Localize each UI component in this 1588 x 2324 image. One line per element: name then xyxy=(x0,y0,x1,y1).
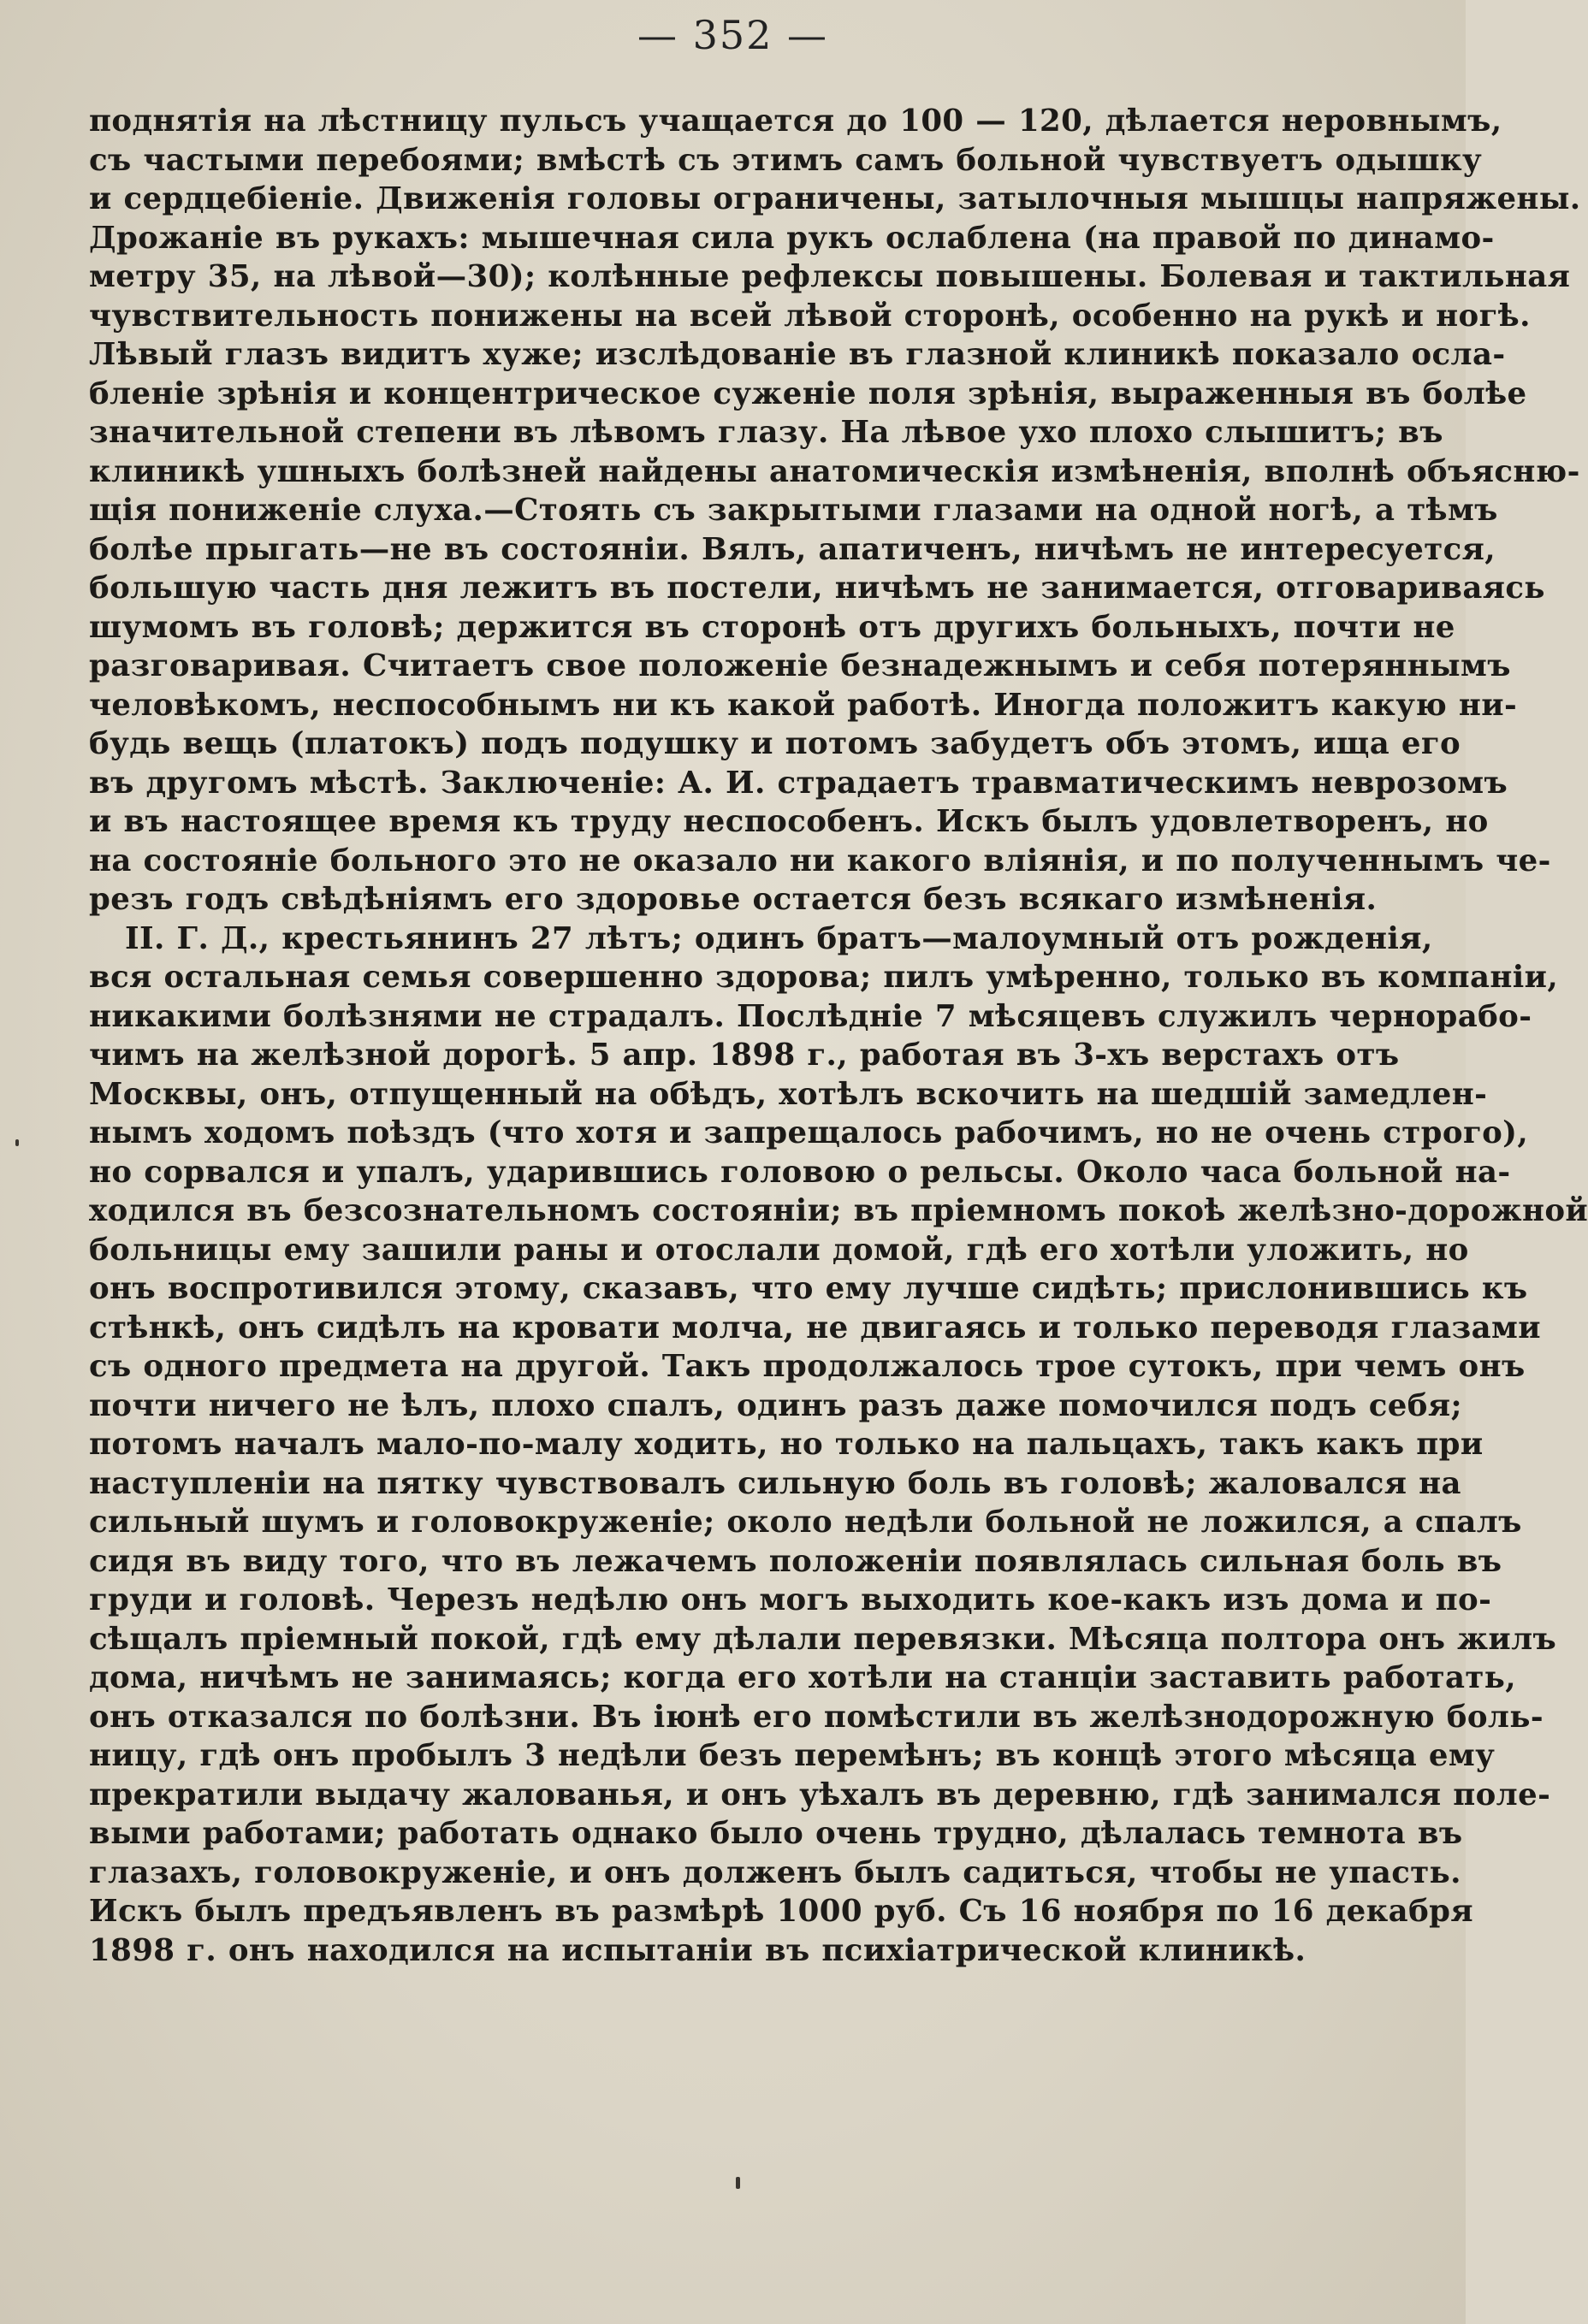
text-line: дома, ничѣмъ не занимаясь; когда его хотѣли на станціи заставить работать, xyxy=(89,1660,1517,1695)
text-line: почти ничего не ѣлъ, плохо спалъ, одинъ разъ даже помочился подъ себя; xyxy=(89,1387,1462,1423)
text-line: метру 35, на лѣвой—30); колѣнные рефлексы повышены. Болевая и тактильная xyxy=(89,259,1571,294)
text-line: онъ отказался по болѣзни. Въ іюнѣ его помѣстили въ желѣзнодорожную боль- xyxy=(89,1699,1544,1735)
text-line: 1898 г. онъ находился на испытаніи въ психіатрической клиникѣ. xyxy=(89,1932,1307,1968)
text-line: онъ воспротивился этому, сказавъ, что ему лучше сидѣть; прислонившись къ xyxy=(89,1271,1528,1306)
text-line: съ одного предмета на другой. Такъ продолжалось трое сутокъ, при чемъ онъ xyxy=(89,1349,1526,1384)
text-line: и сердцебіеніе. Движенія головы ограничены, затылочныя мышцы напряжены. xyxy=(89,181,1581,216)
text-line: Лѣвый глазъ видитъ хуже; изслѣдованіе въ глазной клиникѣ показало осла- xyxy=(89,337,1506,372)
text-line: щія пониженіе слуха.—Стоять съ закрытыми глазами на одной ногѣ, а тѣмъ xyxy=(89,493,1498,528)
text-line: прекратили выдачу жалованья, и онъ уѣхалъ въ деревню, гдѣ занимался поле- xyxy=(89,1777,1551,1812)
text-line: ницу, гдѣ онъ пробылъ 3 недѣли безъ перемѣнъ; въ концѣ этого мѣсяца ему xyxy=(89,1738,1496,1773)
text-line: человѣкомъ, неспособнымъ ни къ какой работѣ. Иногда положитъ какую ни- xyxy=(89,687,1518,723)
text-line: большую часть дня лежитъ въ постели, ничѣмъ не занимается, отговариваясь xyxy=(89,571,1545,606)
text-line: чувствительность понижены на всей лѣвой сторонѣ, особенно на рукѣ и ногѣ. xyxy=(89,298,1531,334)
text-line: на состояніе больного это не оказало ни какого вліянія, и по полученнымъ че- xyxy=(89,843,1551,878)
text-line: чимъ на желѣзной дорогѣ. 5 апр. 1898 г., работая въ 3-хъ верстахъ отъ xyxy=(89,1038,1400,1073)
text-line: Искъ былъ предъявленъ въ размѣрѣ 1000 руб. Съ 16 ноября по 16 декабря xyxy=(89,1894,1473,1929)
text-line: стѣнкѣ, онъ сидѣлъ на кровати молча, не двигаясь и только переводя глазами xyxy=(89,1310,1541,1345)
text-line: болѣе прыгать—не въ состояніи. Вялъ, апатиченъ, ничѣмъ не интересуется, xyxy=(89,531,1496,567)
text-line: потомъ началъ мало-по-малу ходить, но только на пальцахъ, такъ какъ при xyxy=(89,1427,1484,1462)
text-line: съ частыми перебоями; вмѣстѣ съ этимъ самъ больной чувствуетъ одышку xyxy=(89,142,1483,178)
text-line: больницы ему зашили раны и отослали домой, гдѣ его хотѣли уложить, но xyxy=(89,1232,1469,1268)
text-line: резъ годъ свѣдѣніямъ его здоровье остается безъ всякаго измѣненія. xyxy=(89,882,1378,917)
text-line: но сорвался и упалъ, ударившись головою о рельсы. Около часа больной на- xyxy=(89,1154,1511,1190)
text-line: будь вещь (платокъ) подъ подушку и потомъ забудетъ объ этомъ, ища его xyxy=(89,726,1461,761)
text-line: сильный шумъ и головокруженіе; около недѣли больной не ложился, а спалъ xyxy=(89,1505,1522,1540)
body-text xyxy=(89,102,1588,1970)
text-line: и въ настоящее время къ труду неспособенъ. Искъ былъ удовлетворенъ, но xyxy=(89,804,1489,839)
text-line: клиникѣ ушныхъ болѣзней найдены анатомическія измѣненія, вполнѣ объясню- xyxy=(89,453,1580,489)
text-line: II. Г. Д., крестьянинъ 27 лѣтъ; одинъ братъ—малоумный отъ рожденія, xyxy=(125,920,1433,956)
paragraph-1 xyxy=(89,102,1581,920)
text-line: бленіе зрѣнія и концентрическое суженіе поля зрѣнія, выраженныя въ болѣе xyxy=(89,376,1527,411)
scan-speck xyxy=(15,1139,19,1146)
text-line: глазахъ, головокруженіе, и онъ долженъ былъ садиться, чтобы не упасть. xyxy=(89,1854,1461,1890)
text-line: вся остальная семья совершенно здорова; пилъ умѣренно, только въ компаніи, xyxy=(89,960,1559,995)
text-line: шумомъ въ головѣ; держится въ сторонѣ отъ другихъ больныхъ, почти не xyxy=(89,609,1455,645)
text-line: груди и головѣ. Черезъ недѣлю онъ могъ выходить кое-какъ изъ дома и по- xyxy=(89,1582,1492,1617)
text-line: значительной степени въ лѣвомъ глазу. На лѣвое ухо плохо слышитъ; въ xyxy=(89,415,1443,450)
text-line: ходился въ безсознательномъ состояніи; въ пріемномъ покоѣ желѣзно-дорожной xyxy=(89,1193,1588,1228)
text-line: разговаривая. Считаетъ свое положеніе безнадежнымъ и себя потеряннымъ xyxy=(89,648,1511,683)
scan-speck xyxy=(736,2177,740,2189)
paragraph-2 xyxy=(89,920,1588,1971)
text-line: наступленіи на пятку чувствовалъ сильную боль въ головѣ; жаловался на xyxy=(89,1465,1461,1501)
text-line: Москвы, онъ, отпущенный на обѣдъ, хотѣлъ вскочить на шедшій замедлен- xyxy=(89,1076,1488,1112)
text-line: поднятія на лѣстницу пульсъ учащается до 100 — 120, дѣлается неровнымъ, xyxy=(89,103,1502,139)
text-line: сидя въ виду того, что въ лежачемъ положеніи появлялась сильная боль въ xyxy=(89,1543,1502,1579)
text-line: сѣщалъ пріемный покой, гдѣ ему дѣлали перевязки. Мѣсяца полтора онъ жилъ xyxy=(89,1621,1557,1657)
text-line: выми работами; работать однако было очень трудно, дѣлалась темнота въ xyxy=(89,1816,1463,1851)
text-line: нымъ ходомъ поѣздъ (что хотя и запрещалось рабочимъ, но не очень строго), xyxy=(89,1115,1529,1150)
text-line: никакими болѣзнями не страдалъ. Послѣдніе 7 мѣсяцевъ служилъ чернорабо- xyxy=(89,998,1532,1034)
text-line: Дрожаніе въ рукахъ: мышечная сила рукъ ослаблена (на правой по динамо- xyxy=(89,220,1495,256)
text-line: въ другомъ мѣстѣ. Заключеніе: А. И. страдаетъ травматическимъ неврозомъ xyxy=(89,765,1508,801)
page-number: — 352 — xyxy=(637,12,829,58)
